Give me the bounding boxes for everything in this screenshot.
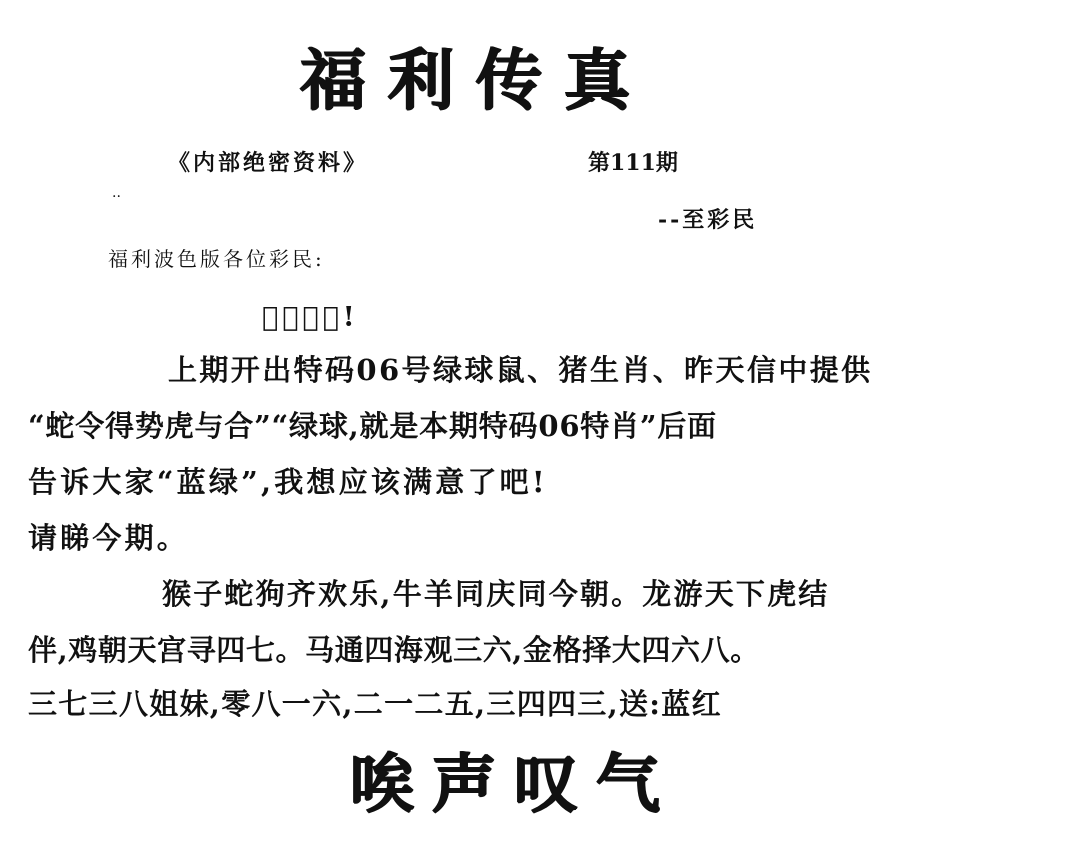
addressee-line: --至彩民 <box>658 207 758 233</box>
letter-line: 伴,鸡朝天宫寻四七。马通四海观三六,金格择大四六八。 <box>28 633 760 667</box>
scan-marks: .. <box>112 185 121 201</box>
source-label: 《内部绝密资料》 <box>168 150 369 176</box>
letter-line: 请睇今期。 <box>28 521 190 555</box>
footer-title: 唉声叹气 <box>350 747 678 822</box>
letter-line: 三七三八姐妹,零八一六,二一二五,三四四三,送:蓝红 <box>28 687 722 721</box>
letter-line: “蛇令得势虎与合”“绿球,就是本期特码06特肖”后面 <box>28 409 717 443</box>
document-title: 福利传真 <box>300 41 652 119</box>
letter-line: 告诉大家“蓝绿”,我想应该满意了吧! <box>28 465 548 499</box>
greeting-line: 福利波色版各位彩民: <box>108 247 325 271</box>
letter-line: 猴子蛇狗齐欢乐,牛羊同庆同今朝。龙游天下虎结 <box>162 577 830 611</box>
thanks-line: 𫝀们辛苦! <box>262 302 359 333</box>
issue-number: 第111期 <box>588 150 678 176</box>
letter-line: 上期开出特码06号绿球鼠、猪生肖、昨天信中提供 <box>168 353 873 387</box>
